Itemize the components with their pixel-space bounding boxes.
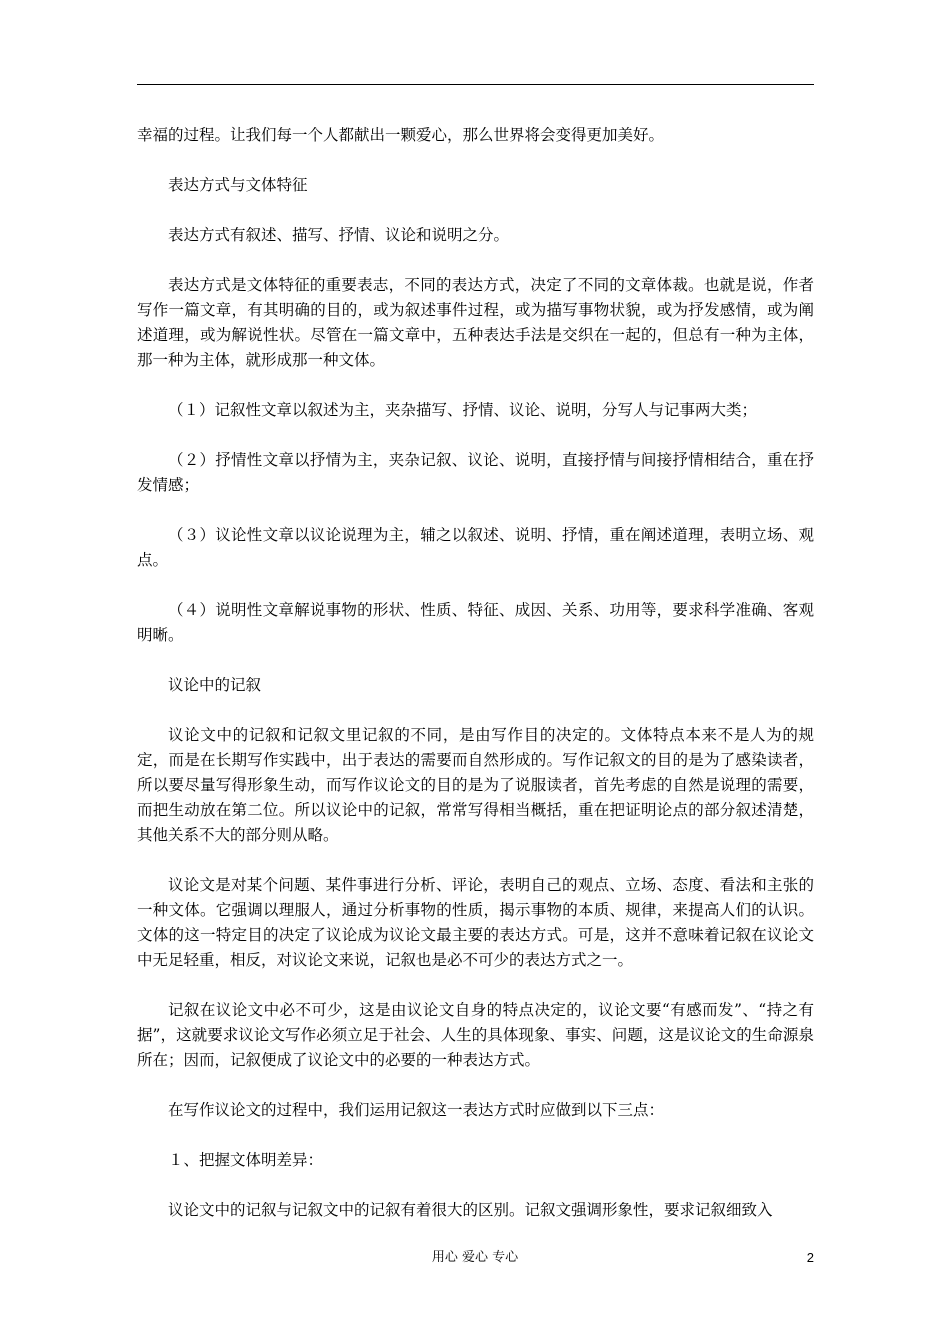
paragraph: （１）记叙性文章以叙述为主，夹杂描写、抒情、议论、说明，分写人与记事两大类； <box>168 401 758 419</box>
footer-text: 用心 爱心 专心 <box>431 1250 519 1265</box>
page-number: 2 <box>806 1250 814 1265</box>
paragraph: 议论文是对某个问题、某件事进行分析、评论，表明自己的观点、立场、态度、看法和主张的一种文体。它强调以理服人，通过分析事物的性质，揭示事物的本质、规律，来提高人们的认识。文体的这一特定目的决定了议论成为议论文最主要的表达方式。可是，这并不意味着记叙在议论文中无足轻重，相反，对议论文来说，记叙也是必不可少的表达方式之一。 <box>137 876 814 969</box>
paragraph: 表达方式有叙述、描写、抒情、议论和说明之分。 <box>168 226 510 244</box>
paragraph: 议论文中的记叙与记叙文中的记叙有着很大的区别。记叙文强调形象性，要求记叙细致入 <box>168 1201 773 1219</box>
paragraph: 幸福的过程。让我们每一个人都献出一颗爱心，那么世界将会变得更加美好。 <box>137 126 665 144</box>
paragraph: （３）议论性文章以议论说理为主，辅之以叙述、说明、抒情，重在阐述道理，表明立场、观点。 <box>137 526 814 569</box>
header-rule <box>137 84 814 85</box>
paragraph: （２）抒情性文章以抒情为主，夹杂记叙、议论、说明，直接抒情与间接抒情相结合，重在抒发情感； <box>137 451 814 494</box>
paragraph: 议论文中的记叙和记叙文里记叙的不同，是由写作目的决定的。文体特点本来不是人为的规定，而是在长期写作实践中，出于表达的需要而自然形成的。写作记叙文的目的是为了感染读者，所以要尽量写得形象生动，而写作议论文的目的是为了说服读者，首先考虑的自然是说理的需要，而把生动放在第二位。所以议论中的记叙，常常写得相当概括，重在把证明论点的部分叙述清楚，其他关系不大的部分则从略。 <box>137 726 814 844</box>
paragraph: １、把握文体明差异： <box>168 1151 324 1169</box>
document-body <box>137 123 814 1248</box>
paragraph: 表达方式与文体特征 <box>168 176 308 194</box>
paragraph: （４）说明性文章解说事物的形状、性质、特征、成因、关系、功用等，要求科学准确、客观明晰。 <box>137 601 814 644</box>
page-footer <box>0 1248 950 1268</box>
paragraph: 记叙在议论文中必不可少，这是由议论文自身的特点决定的，议论文要“有感而发”、“持之有据”，这就要求议论文写作必须立足于社会、人生的具体现象、事实、问题，这是议论文的生命源泉所在；因而，记叙便成了议论文中的必要的一种表达方式。 <box>137 1001 814 1069</box>
paragraph: 表达方式是文体特征的重要表志，不同的表达方式，决定了不同的文章体裁。也就是说，作者写作一篇文章，有其明确的目的，或为叙述事件过程，或为描写事物状貌，或为抒发感情，或为阐述道理，或为解说性状。尽管在一篇文章中，五种表达手法是交织在一起的，但总有一种为主体，那一种为主体，就形成那一种文体。 <box>137 276 814 369</box>
paragraph: 议论中的记叙 <box>168 676 262 694</box>
paragraph: 在写作议论文的过程中，我们运用记叙这一表达方式时应做到以下三点： <box>168 1101 665 1119</box>
